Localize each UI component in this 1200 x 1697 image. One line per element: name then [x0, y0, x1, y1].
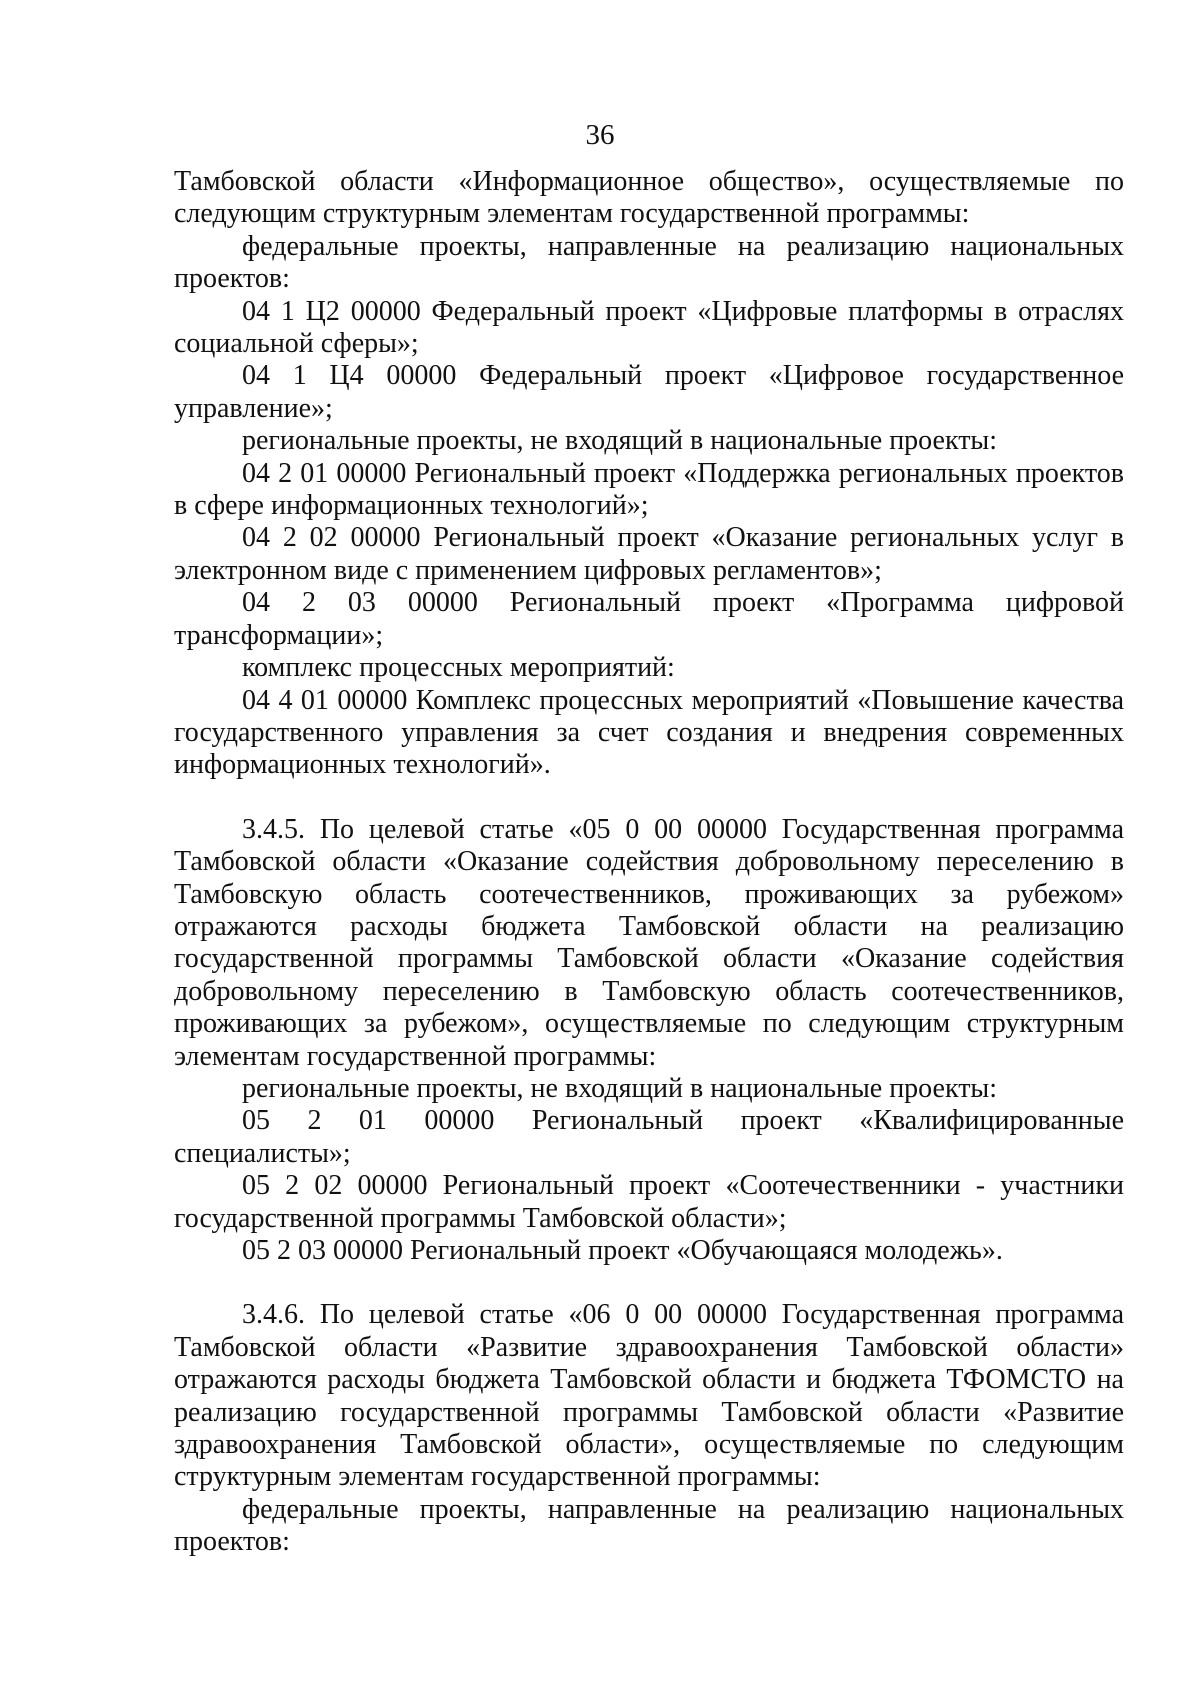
paragraph-regional-projects-heading-2: региональные проекты, не входящий в национальные проекты:: [242, 1072, 998, 1104]
paragraph-project-05-2-01: 05 2 01 00000 Региональный проект «Квалифицированные специалисты»;: [174, 1105, 1124, 1169]
paragraph-federal-projects-heading: федеральные проекты, направленные на реализацию национальных проектов:: [174, 230, 1124, 295]
paragraph-project-04-1-c4: 04 1 Ц4 00000 Федеральный проект «Цифровое государственное управление»;: [174, 360, 1124, 424]
document-body: [174, 166, 1124, 1559]
page-number: 36: [585, 119, 615, 151]
paragraph-project-05-2-03: 05 2 03 00000 Региональный проект «Обучающаяся молодежь».: [242, 1235, 1003, 1266]
paragraph-project-04-1-c2: 04 1 Ц2 00000 Федеральный проект «Цифровые платформы в отраслях социальной сферы»;: [174, 295, 1124, 360]
section-3-4-6: 3.4.6. По целевой статье «06 0 00 00000 Государственная программа Тамбовской области «Развитие здравоохранения Тамбовской области» отражаются расходы бюджета Тамбовской области и бюджета ТФОМСТО на реализацию государственной программы Тамбовской области «Развитие здравоохранения Тамбовской области», осуществляемые по следующим структурным элементам государственной программы:: [174, 1299, 1124, 1493]
paragraph-project-04-2-03: 04 2 03 00000 Региональный проект «Программа цифровой трансформации»;: [174, 587, 1124, 651]
paragraph-project-04-2-01: 04 2 01 00000 Региональный проект «Поддержка региональных проектов в сфере информационных технологий»;: [174, 457, 1124, 522]
paragraph-continuation: Тамбовской области «Информационное общество», осуществляемые по следующим структурным элементам государственной программы:: [174, 166, 1124, 230]
paragraph-complex-04-4-01: 04 4 01 00000 Комплекс процессных мероприятий «Повышение качества государственного управления за счет создания и внедрения современных информационных технологий».: [174, 684, 1124, 781]
paragraph-regional-projects-heading: региональные проекты, не входящий в национальные проекты:: [242, 425, 998, 457]
paragraph-process-complex-heading: комплекс процессных мероприятий:: [242, 652, 675, 684]
paragraph-project-04-2-02: 04 2 02 00000 Региональный проект «Оказание региональных услуг в электронном виде с применением цифровых регламентов»;: [174, 522, 1124, 586]
section-3-4-5: 3.4.5. По целевой статье «05 0 00 00000 Государственная программа Тамбовской области «Оказание содействия добровольному переселению в Тамбовскую область соотечественников, проживающих за рубежом» отражаются расходы бюджета Тамбовской области на реализацию государственной программы Тамбовской области «Оказание содействия добровольному переселению в Тамбовскую область соотечественников, проживающих за рубежом», осуществляемые по следующим структурным элементам государственной программы:: [174, 813, 1124, 1072]
paragraph-federal-projects-heading-2: федеральные проекты, направленные на реализацию национальных проектов:: [174, 1493, 1124, 1558]
paragraph-project-05-2-02: 05 2 02 00000 Региональный проект «Соотечественники - участники государственной программы Тамбовской области»;: [174, 1170, 1124, 1234]
